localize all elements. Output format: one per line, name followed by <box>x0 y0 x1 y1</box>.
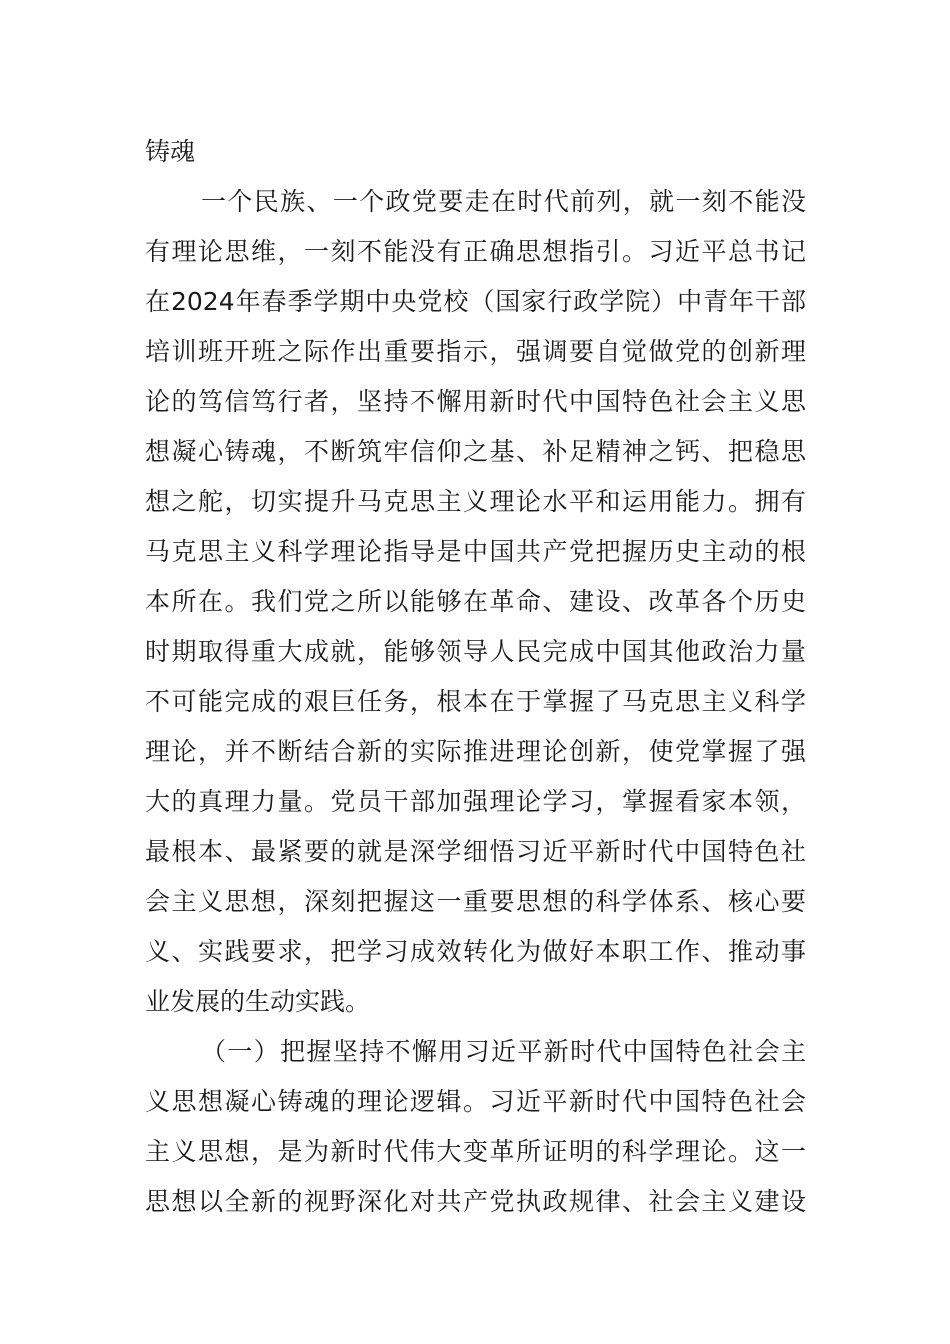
text-line: 在2024年春季学期中央党校（国家行政学院）中青年干部 <box>145 287 806 316</box>
text-line: 想凝心铸魂，不断筑牢信仰之基、补足精神之钙、把稳思 <box>145 437 806 466</box>
text-line: 本所在。我们党之所以能够在革命、建设、改革各个历史 <box>145 587 806 616</box>
text-line: 大的真理力量。党员干部加强理论学习，掌握看家本领， <box>145 787 806 816</box>
text-line: 不可能完成的艰巨任务，根本在于掌握了马克思主义科学 <box>145 687 806 716</box>
text-line: 有理论思维，一刻不能没有正确思想指引。习近平总书记 <box>145 237 806 266</box>
text-line: 主义思想，是为新时代伟大变革所证明的科学理论。这一 <box>145 1137 806 1166</box>
text-line: 业发展的生动实践。 <box>145 987 371 1016</box>
text-line: 理论，并不断结合新的实际推进理论创新，使党掌握了强 <box>145 737 806 766</box>
text-line: 义思想凝心铸魂的理论逻辑。习近平新时代中国特色社会 <box>145 1087 806 1116</box>
text-line: 马克思主义科学理论指导是中国共产党把握历史主动的根 <box>145 537 806 566</box>
text-line: 想之舵，切实提升马克思主义理论水平和运用能力。拥有 <box>145 487 806 516</box>
text-line: 最根本、最紧要的就是深学细悟习近平新时代中国特色社 <box>145 837 806 866</box>
text-line: 铸魂 <box>145 137 196 166</box>
text-line: 会主义思想，深刻把握这一重要思想的科学体系、核心要 <box>145 887 806 916</box>
text-line: 义、实践要求，把学习成效转化为做好本职工作、推动事 <box>145 937 806 966</box>
text-line: 时期取得重大成就，能够领导人民完成中国其他政治力量 <box>145 637 806 666</box>
text-line: 培训班开班之际作出重要指示，强调要自觉做党的创新理 <box>145 337 806 366</box>
text-line: 论的笃信笃行者，坚持不懈用新时代中国特色社会主义思 <box>145 387 806 416</box>
paragraph-start-line: 一个民族、一个政党要走在时代前列，就一刻不能没 <box>201 187 806 216</box>
section-heading-line: （一）把握坚持不懈用习近平新时代中国特色社会主 <box>201 1037 806 1066</box>
text-line: 思想以全新的视野深化对共产党执政规律、社会主义建设 <box>145 1187 806 1216</box>
